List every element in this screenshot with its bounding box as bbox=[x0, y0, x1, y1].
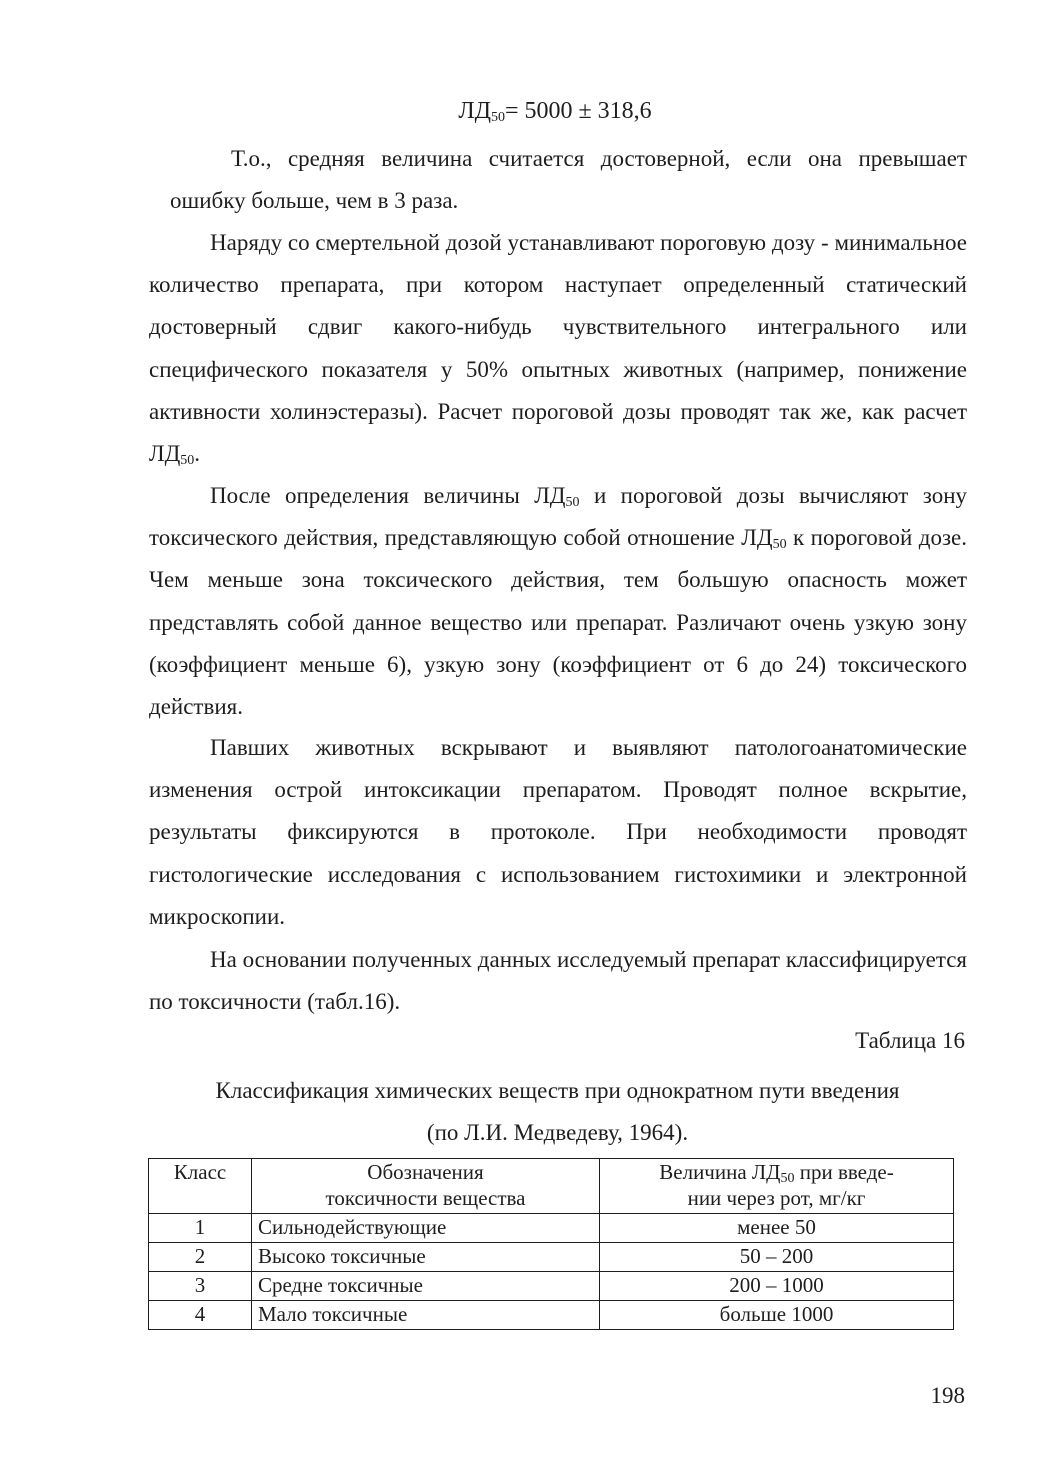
header-class bbox=[149, 1159, 252, 1214]
table-row bbox=[149, 1214, 954, 1243]
header-designation-line-1: Обозначения bbox=[367, 1160, 484, 1184]
table-row bbox=[149, 1243, 954, 1272]
paragraph-reliability: Т.о., средняя величина считается достоверной, если она превышает ошибку больше, чем в 3 раза. bbox=[170, 146, 967, 214]
table-caption-line-2: (по Л.И. Медведеву, 1964). bbox=[426, 1120, 689, 1145]
paragraph-toxic-zone bbox=[149, 475, 967, 728]
ld50-subscript: 50 bbox=[772, 537, 787, 553]
ld50-formula bbox=[0, 98, 1040, 125]
formula-lhs-subscript: 50 bbox=[490, 110, 505, 125]
ld50-subscript: 50 bbox=[180, 453, 195, 469]
cell-value: 200 – 1000 bbox=[600, 1272, 954, 1301]
page-number: 198 bbox=[930, 1383, 965, 1408]
paragraph-toxic-zone-part-c: к пороговой дозе. Чем меньше зона токсического действия, тем большую опасность может представлять собой данное вещество или препарат. Различают очень узкую зону (коэффициент меньше 6), узкую зону (коэффициент от 6 до 24) токсического действия. bbox=[149, 525, 967, 720]
paragraph-toxic-zone-part-a: После определения величины ЛД bbox=[210, 483, 566, 508]
header-designation-line-2: токсичности вещества bbox=[325, 1186, 526, 1210]
header-value-line-1a: Величина ЛД bbox=[659, 1160, 781, 1184]
toxicity-classification-table bbox=[148, 1158, 954, 1330]
cell-value: 50 – 200 bbox=[600, 1243, 954, 1272]
paragraph-threshold-dose-text: Наряду со смертельной дозой устанавливают пороговую дозу - минимальное количество препарата, при котором наступает определенный статический достоверный сдвиг какого-нибудь чувствительного интегрального или специфического показателя у 50% опытных животных (например, понижение активности холинэстеразы). Расчет пороговой дозы проводят так же, как расчет ЛД bbox=[149, 230, 967, 467]
cell-value: менее 50 bbox=[600, 1214, 954, 1243]
formula-rhs: = 5000 ± 318,6 bbox=[504, 98, 652, 124]
table-header-row bbox=[149, 1159, 954, 1214]
header-value-line-1 bbox=[606, 1159, 947, 1185]
cell-designation: Мало токсичные bbox=[252, 1301, 600, 1330]
paragraph-threshold-dose bbox=[149, 222, 967, 475]
table-row bbox=[149, 1301, 954, 1330]
header-designation bbox=[252, 1159, 600, 1214]
header-ld50-value bbox=[600, 1159, 954, 1214]
paragraph-toxic-zone-part-b: и пороговой дозы вычисляют зону токсического действия, представляющую собой отношение ЛД bbox=[149, 483, 968, 551]
cell-value: больше 1000 bbox=[600, 1301, 954, 1330]
cell-designation: Сильнодействующие bbox=[252, 1214, 600, 1243]
header-class-text: Класс bbox=[173, 1160, 227, 1184]
table-caption-line-1: Классификация химических веществ при однократном пути введения bbox=[215, 1078, 900, 1103]
paragraph-classification: На основании полученных данных исследуемый препарат классифицируется по токсичности (табл.16). bbox=[149, 947, 967, 1015]
cell-class: 1 bbox=[149, 1214, 252, 1243]
ld50-subscript: 50 bbox=[565, 495, 580, 510]
table-row bbox=[149, 1272, 954, 1301]
paragraph-autopsy: Павших животных вскрывают и выявляют патологоанатомические изменения острой интоксикации препаратом. Проводят полное вскрытие, результаты фиксируются в протоколе. При необходимости проводят гистологические исследования с использованием гистохимики и электронной микроскопии. bbox=[149, 735, 967, 929]
cell-class: 2 bbox=[149, 1243, 252, 1272]
formula-lhs: ЛД bbox=[458, 98, 491, 124]
ld50-subscript: 50 bbox=[780, 1171, 795, 1186]
table-caption bbox=[149, 1070, 966, 1154]
cell-designation: Средне токсичные bbox=[252, 1272, 600, 1301]
cell-class: 3 bbox=[149, 1272, 252, 1301]
table-number: Таблица 16 bbox=[855, 1028, 965, 1053]
header-value-line-2: нии через рот, мг/кг bbox=[687, 1186, 866, 1210]
header-value-line-1b: при введе- bbox=[794, 1160, 894, 1184]
cell-designation: Высоко токсичные bbox=[252, 1243, 600, 1272]
cell-class: 4 bbox=[149, 1301, 252, 1330]
paragraph-threshold-dose-end: . bbox=[194, 441, 201, 467]
